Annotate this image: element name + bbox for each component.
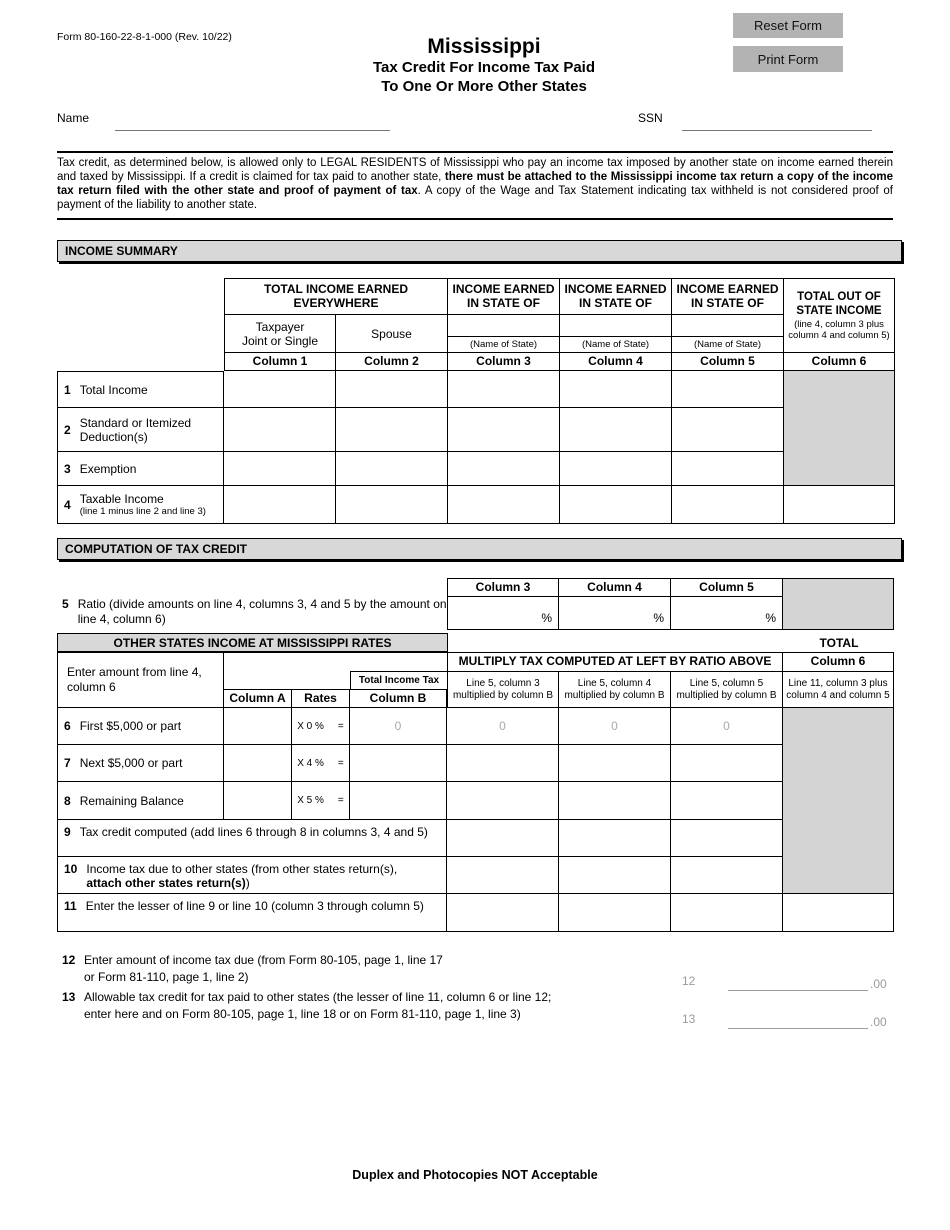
colB-input-r8[interactable]: [350, 782, 447, 820]
income-input-r1c3[interactable]: [448, 371, 560, 408]
row-text-4: Taxable Income: [79, 492, 164, 506]
input-r11c6[interactable]: [783, 894, 894, 932]
income-input-r1c1[interactable]: [224, 371, 336, 408]
input-r8c3[interactable]: [447, 782, 559, 820]
input-r9c3[interactable]: [447, 820, 559, 857]
line13-amount-input[interactable]: [728, 998, 868, 1029]
income-input-r1c5[interactable]: [672, 371, 784, 408]
rule-bottom: [57, 218, 893, 220]
line12-text2: or Form 81-110, page 1, line 2): [84, 970, 249, 984]
reset-form-button[interactable]: Reset Form: [733, 13, 843, 38]
header-income-in-state-3: INCOME EARNED IN STATE OF: [448, 278, 560, 315]
input-r8c4[interactable]: [559, 782, 671, 820]
ssn-label: SSN: [638, 111, 663, 125]
form-number: Form 80-160-22-8-1-000 (Rev. 10/22): [57, 31, 232, 43]
line5-label: [62, 597, 454, 627]
total-income-tax-header: Total Income Tax: [350, 672, 447, 690]
rate-cell-r6: [292, 708, 350, 745]
row-text-8: Remaining Balance: [79, 793, 184, 808]
row-label-3: [57, 452, 224, 486]
input-r9c4[interactable]: [559, 820, 671, 857]
input-r10c5[interactable]: [671, 857, 783, 894]
ratio-input-col4[interactable]: [559, 597, 671, 630]
state-header-4: [560, 315, 672, 353]
row-text-1: Total Income: [79, 382, 148, 397]
title-line1: Tax Credit For Income Tax Paid: [373, 59, 595, 76]
row-label-7: [57, 745, 224, 782]
income-input-r2c2[interactable]: [336, 408, 448, 452]
state-name-input-5[interactable]: [672, 315, 783, 336]
shaded-col6-rows1-3: [784, 371, 895, 486]
line13-text2: enter here and on Form 80-105, page 1, line 18 or on Form 81-110, page 1, line 3): [84, 1007, 521, 1021]
row-text-7: Next $5,000 or part: [79, 756, 183, 770]
row-text-10b: ): [245, 876, 250, 890]
rate-cell-r8: [292, 782, 350, 820]
ratio-input-col5[interactable]: [671, 597, 783, 630]
page-title: [284, 36, 684, 96]
input-r9c5[interactable]: [671, 820, 783, 857]
input-r8c5[interactable]: [671, 782, 783, 820]
row-label-11: [57, 894, 447, 932]
line12-suffix: .00: [870, 977, 887, 991]
income-input-r1c4[interactable]: [560, 371, 672, 408]
ratio-header-col3: Column 3: [447, 578, 559, 597]
row-number-7: 7: [64, 756, 71, 770]
colA-input-r6[interactable]: [224, 708, 292, 745]
income-input-r4c6[interactable]: [784, 486, 895, 524]
colB-input-r7[interactable]: [350, 745, 447, 782]
income-summary-table: [57, 278, 895, 524]
column-header-1: Column 1: [224, 353, 336, 371]
row-number-9: 9: [64, 825, 71, 839]
computed-r6c4: 0: [559, 708, 671, 745]
colA-input-r7[interactable]: [224, 745, 292, 782]
input-r10c3[interactable]: [447, 857, 559, 894]
name-input[interactable]: [115, 108, 390, 131]
ratio-header-col4: Column 4: [559, 578, 671, 597]
header-taxpayer-line2: Joint or Single: [241, 333, 319, 348]
rate-text-r8: X 5 %: [297, 795, 324, 806]
row-label-8: [57, 782, 224, 820]
line12-text1: Enter amount of income tax due (from Form 80-105, page 1, line 17: [84, 953, 443, 967]
rate-eq-r6: =: [337, 720, 344, 732]
row-label-6: [57, 708, 224, 745]
column-b-header: Column B: [350, 690, 447, 708]
ssn-input[interactable]: [682, 108, 872, 131]
input-r7c5[interactable]: [671, 745, 783, 782]
colB-computed-r6: 0: [350, 708, 447, 745]
header-taxpayer: [224, 315, 336, 353]
percent-sign-3: %: [541, 611, 552, 625]
row-number-2: 2: [64, 422, 71, 437]
line13-text1: Allowable tax credit for tax paid to other states (the lesser of line 11, column 6 or line 12;: [84, 990, 552, 1004]
state-name-caption-3: (Name of State): [448, 336, 559, 352]
income-input-r3c3[interactable]: [448, 452, 560, 486]
title-state: Mississippi: [427, 35, 541, 58]
row-text-10-bold: attach other states return(s): [86, 876, 246, 890]
income-input-r3c2[interactable]: [336, 452, 448, 486]
state-name-caption-4: (Name of State): [560, 336, 671, 352]
colA-input-r8[interactable]: [224, 782, 292, 820]
name-label: Name: [57, 111, 90, 125]
input-r11c4[interactable]: [559, 894, 671, 932]
input-r11c3[interactable]: [447, 894, 559, 932]
row-number-10: 10: [64, 862, 78, 876]
income-input-r3c5[interactable]: [672, 452, 784, 486]
footer-note: Duplex and Photocopies NOT Acceptable: [352, 1168, 598, 1182]
income-input-r4c4[interactable]: [560, 486, 672, 524]
row-number-8: 8: [64, 793, 71, 808]
ratio-table: [447, 578, 894, 630]
income-input-r2c3[interactable]: [448, 408, 560, 452]
section-computation: [57, 538, 902, 560]
print-form-button[interactable]: Print Form: [733, 46, 843, 72]
row-number-6: 6: [64, 719, 71, 733]
header-empty-cell: [224, 652, 350, 690]
column-6-header: Column 6: [783, 652, 894, 672]
header-total-out-of-state-note: (line 4, column 3 plus column 4 and column 5): [788, 319, 890, 341]
input-r11c5[interactable]: [671, 894, 783, 932]
header-total-income-everywhere: TOTAL INCOME EARNED EVERYWHERE: [224, 278, 448, 315]
column-header-5: Column 5: [672, 353, 784, 371]
income-input-r3c1[interactable]: [224, 452, 336, 486]
line12-ref-number: 12: [682, 974, 696, 988]
state-name-caption-5: (Name of State): [672, 336, 783, 352]
income-input-r2c5[interactable]: [672, 408, 784, 452]
line5-number: 5: [62, 597, 69, 611]
state-header-3: [448, 315, 560, 353]
income-input-r3c4[interactable]: [560, 452, 672, 486]
income-input-r2c1[interactable]: [224, 408, 336, 452]
column-header-4: Column 4: [560, 353, 672, 371]
rate-cell-r7: [292, 745, 350, 782]
income-input-r4c2[interactable]: [336, 486, 448, 524]
row-label-1: [57, 371, 224, 408]
income-input-r4c3[interactable]: [448, 486, 560, 524]
header-spouse: Spouse: [336, 315, 448, 353]
row-text-9: Tax credit computed (add lines 6 through 8 in columns 3, 4 and 5): [79, 825, 428, 839]
section-computation-title: COMPUTATION OF TAX CREDIT: [65, 542, 247, 556]
row-note-4: (line 1 minus line 2 and line 3): [79, 506, 206, 517]
row-label-10: [57, 857, 447, 894]
input-r7c3[interactable]: [447, 745, 559, 782]
header-total-out-of-state-title: TOTAL OUT OF STATE INCOME: [796, 291, 882, 317]
row-text-11: Enter the lesser of line 9 or line 10 (column 3 through column 5): [85, 899, 424, 913]
column-header-2: Column 2: [336, 353, 448, 371]
income-input-r4c1[interactable]: [224, 486, 336, 524]
ratio-header-col5: Column 5: [671, 578, 783, 597]
enter-amount-text: Enter amount from line 4, column 6: [67, 665, 202, 694]
computed-r6c3: 0: [447, 708, 559, 745]
rate-text-r6: X 0 %: [297, 720, 324, 732]
multiply-sub-4: Line 5, column 4 multiplied by column B: [559, 672, 671, 708]
rule-top: [57, 151, 893, 153]
instructions-bold: there must be attached to the Mississippi income tax return a copy of the income tax return filed with the other state and proof of payment of tax: [57, 170, 893, 197]
income-input-r4c5[interactable]: [672, 486, 784, 524]
multiply-sub-5: Line 5, column 5 multiplied by column B: [671, 672, 783, 708]
computation-table: [57, 652, 894, 932]
title-line2: To One Or More Other States: [381, 78, 587, 95]
header-income-in-state-4: INCOME EARNED IN STATE OF: [560, 278, 672, 315]
column-6-note: Line 11, column 3 plus column 4 and column 5: [783, 672, 894, 708]
state-name-input-3[interactable]: [448, 315, 559, 336]
header-taxpayer-line1: Taxpayer: [255, 319, 305, 334]
header-income-in-state-5: INCOME EARNED IN STATE OF: [672, 278, 784, 315]
ratio-input-col3[interactable]: [447, 597, 559, 630]
multiply-sub-3: Line 5, column 3 multiplied by column B: [447, 672, 559, 708]
total-label: TOTAL: [819, 635, 859, 650]
state-header-5: [672, 315, 784, 353]
line12-amount-input[interactable]: [728, 960, 868, 991]
column-header-6: Column 6: [784, 353, 895, 371]
enter-amount-label: [57, 652, 224, 708]
rates-header: Rates: [292, 690, 350, 708]
row-text-10a: Income tax due to other states (from other states return(s),: [86, 862, 398, 876]
section-income-summary: [57, 240, 902, 262]
section-income-summary-title: INCOME SUMMARY: [65, 244, 178, 258]
state-name-input-4[interactable]: [560, 315, 671, 336]
instructions-text: [57, 157, 893, 213]
row-label-2: [57, 408, 224, 452]
column-a-header: Column A: [224, 690, 292, 708]
row-text-3: Exemption: [79, 461, 137, 476]
rate-eq-r7: =: [337, 757, 344, 769]
row-text-2: Standard or Itemized Deduction(s): [79, 415, 192, 444]
header-empty-cell-b: [350, 652, 447, 672]
line13-label: [62, 989, 622, 1023]
computed-r6c5: 0: [671, 708, 783, 745]
row-number-11: 11: [64, 899, 77, 913]
income-input-r1c2[interactable]: [336, 371, 448, 408]
row-number-1: 1: [64, 382, 71, 397]
row-text-6: First $5,000 or part: [79, 719, 182, 733]
rate-eq-r8: =: [337, 795, 344, 806]
rate-text-r7: X 4 %: [297, 757, 324, 769]
line12-label: [62, 952, 582, 986]
line12-number: 12: [62, 953, 76, 967]
row-label-9: [57, 820, 447, 857]
multiply-header: MULTIPLY TAX COMPUTED AT LEFT BY RATIO ABOVE: [447, 652, 783, 672]
income-input-r2c4[interactable]: [560, 408, 672, 452]
column-header-3: Column 3: [448, 353, 560, 371]
line13-number: 13: [62, 990, 76, 1004]
row-label-4: [57, 486, 224, 524]
percent-sign-4: %: [653, 611, 664, 625]
other-states-bar: OTHER STATES INCOME AT MISSISSIPPI RATES: [57, 633, 448, 652]
ratio-shaded-cell: [783, 578, 894, 630]
instructions-part1: Tax credit, as determined below, is allowed only to LEGAL RESIDENTS of Mississippi who pay an income tax imposed by another state on income earned therein and taxed by Mississippi. If a credit is claimed for tax paid to another state,: [57, 157, 893, 183]
line5-text: Ratio (divide amounts on line 4, columns 3, 4 and 5 by the amount on line 4, column 6): [77, 597, 447, 626]
row-number-3: 3: [64, 461, 71, 476]
line13-suffix: .00: [870, 1015, 887, 1029]
percent-sign-5: %: [765, 611, 776, 625]
shaded-col6-rows6-10: [783, 708, 894, 894]
line13-ref-number: 13: [682, 1012, 696, 1026]
input-r10c4[interactable]: [559, 857, 671, 894]
row-number-4: 4: [64, 497, 71, 512]
header-total-out-of-state: [784, 278, 895, 353]
input-r7c4[interactable]: [559, 745, 671, 782]
instructions-part2: . A copy of the Wage and Tax Statement indicating tax withheld is not considered proof of payment of the liability to another state.: [57, 184, 893, 211]
